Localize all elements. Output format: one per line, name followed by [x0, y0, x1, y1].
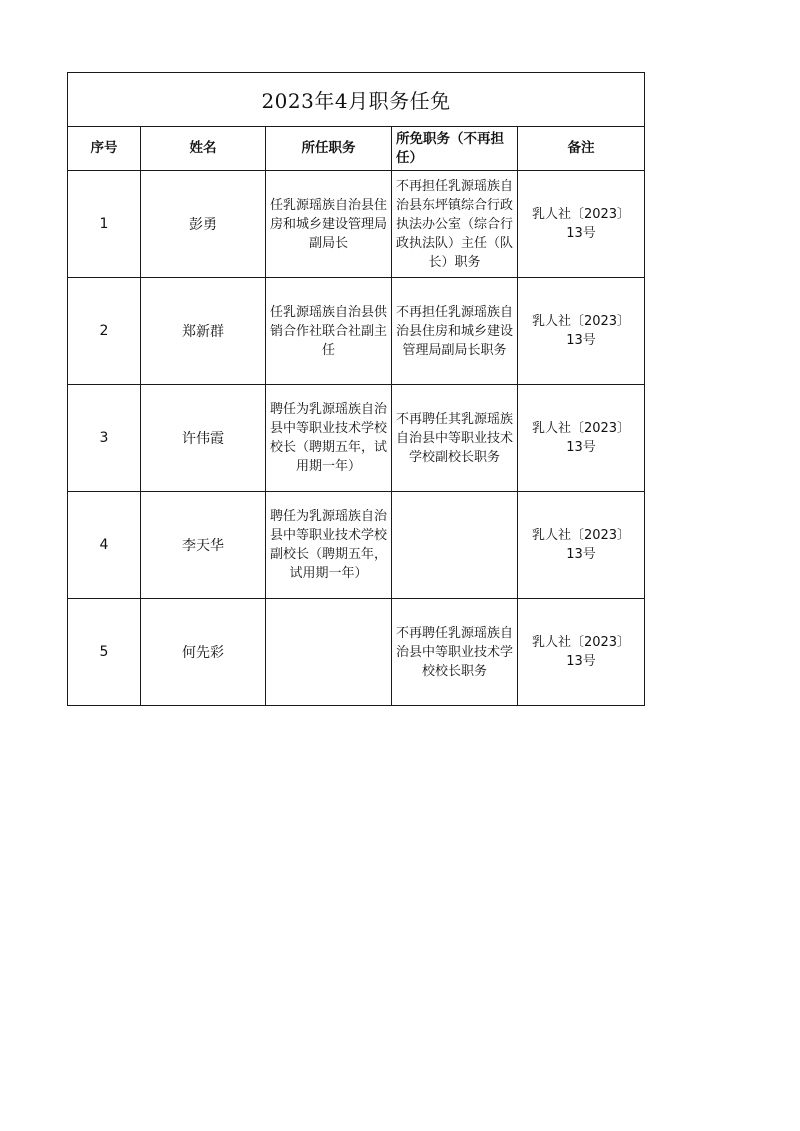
row-removed: 不再聘任乳源瑶族自治县中等职业技术学校校长职务 — [392, 599, 518, 706]
row-appointed: 聘任为乳源瑶族自治县中等职业技术学校副校长（聘期五年，试用期一年） — [266, 492, 392, 599]
row-index: 3 — [68, 385, 141, 492]
row-index: 4 — [68, 492, 141, 599]
header-row — [68, 127, 645, 171]
row-note — [518, 171, 645, 278]
row-note — [518, 492, 645, 599]
row-name: 彭勇 — [141, 171, 266, 278]
row-note — [518, 385, 645, 492]
row-appointed — [266, 599, 392, 706]
row-removed: 不再担任乳源瑶族自治县东坪镇综合行政执法办公室（综合行政执法队）主任（队长）职务 — [392, 171, 518, 278]
row-index: 2 — [68, 278, 141, 385]
note-line2: 13号 — [566, 547, 596, 562]
note-line1: 乳人社〔2023〕 — [531, 314, 631, 329]
header-appointed: 所任职务 — [266, 127, 392, 171]
row-appointed: 任乳源瑶族自治县住房和城乡建设管理局副局长 — [266, 171, 392, 278]
row-removed: 不再担任乳源瑶族自治县住房和城乡建设管理局副局长职务 — [392, 278, 518, 385]
row-name: 郑新群 — [141, 278, 266, 385]
note-line1: 乳人社〔2023〕 — [531, 635, 631, 650]
title-row — [68, 73, 645, 127]
row-name: 许伟霞 — [141, 385, 266, 492]
header-name: 姓名 — [141, 127, 266, 171]
row-index: 1 — [68, 171, 141, 278]
header-index: 序号 — [68, 127, 141, 171]
row-name: 何先彩 — [141, 599, 266, 706]
table-row — [68, 492, 645, 599]
row-removed: 不再聘任其乳源瑶族自治县中等职业技术学校副校长职务 — [392, 385, 518, 492]
note-line2: 13号 — [566, 226, 596, 241]
row-note — [518, 599, 645, 706]
row-appointed: 聘任为乳源瑶族自治县中等职业技术学校校长（聘期五年，试用期一年） — [266, 385, 392, 492]
table-row — [68, 385, 645, 492]
header-removed: 所免职务（不再担任） — [392, 127, 518, 171]
note-line2: 13号 — [566, 440, 596, 455]
table-row — [68, 599, 645, 706]
row-note — [518, 278, 645, 385]
note-line2: 13号 — [566, 333, 596, 348]
row-appointed: 任乳源瑶族自治县供销合作社联合社副主任 — [266, 278, 392, 385]
note-line2: 13号 — [566, 654, 596, 669]
row-removed — [392, 492, 518, 599]
note-line1: 乳人社〔2023〕 — [531, 207, 631, 222]
appointment-table — [67, 72, 645, 706]
table-title: 2023年4月职务任免 — [68, 73, 645, 127]
row-index: 5 — [68, 599, 141, 706]
table-row — [68, 278, 645, 385]
note-line1: 乳人社〔2023〕 — [531, 421, 631, 436]
row-name: 李天华 — [141, 492, 266, 599]
header-note: 备注 — [518, 127, 645, 171]
table-row — [68, 171, 645, 278]
note-line1: 乳人社〔2023〕 — [531, 528, 631, 543]
